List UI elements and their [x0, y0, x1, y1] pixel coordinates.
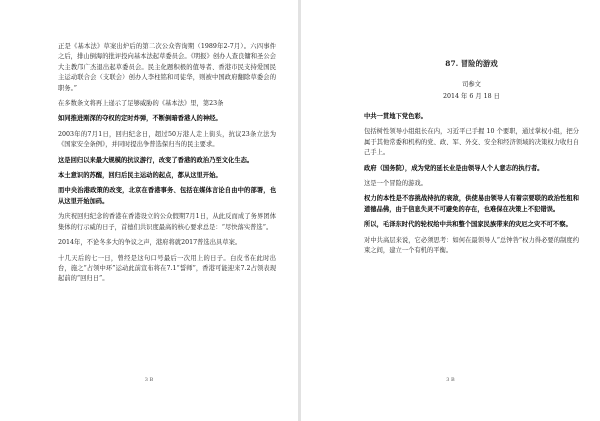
right-paragraph-6: 所以，毛泽东时代的轮权给中共和整个国家民族带来的灾厄之灾不可不察。 — [364, 221, 572, 229]
right-page-number: 3 B — [446, 377, 455, 383]
left-paragraph-3: 如同推进刚深的夺权的定时炸弹，不断倒暗香港人的神经。 — [58, 115, 222, 123]
chapter-title: 87. 冒险的游戏 — [445, 59, 498, 68]
right-paragraph-3: 政府（国务院），成为党的延长业是由领导人个人意志的执行者。 — [364, 164, 544, 172]
left-paragraph-10: 十几天后的七一日，曾经是这句口号最后一次用上的日子。白皮书在此时出台，施之“占领中环”运动此前宣布将在7.1“誓师”，香港可能迎来7.2占领表现起前的“回归日”。 — [58, 254, 276, 283]
right-paragraph-7: 对中共高层来说，它必须思考：如何在最领导人“总钟咎”权力得必要的制度约束之间，建立一个有机的平衡。 — [364, 236, 579, 255]
left-page-body — [58, 42, 276, 290]
chapter-author: 司参文 — [462, 81, 481, 88]
left-paragraph-4: 2003年的7月1日，回归纪念日，超过50万港人走上街头，抗议23条立法为《国家安全条例》，并同时提出争普选保归当的民主要求。 — [58, 130, 276, 149]
left-paragraph-9: 2014年，不论冬多大的争议之声，港府将就2017普选出具草案。 — [58, 239, 242, 247]
right-paragraph-2: 包括树性领导小组组长在内，习近平已手握 10 个要职，通过掌权小组，把分属于其他常委和机构的党、政、军、外交、安全和经济领域的决策权力收归自己手上。 — [364, 128, 579, 157]
left-paragraph-6: 本土意识的苏醒，回归后民主运动的起点，都从这里开始。 — [58, 172, 222, 180]
right-paragraph-5: 权力的本性是不容挑战持抗的衰敌，供使易由领导人有着宗要联的政治性租和道德品佛，由于信息失灵不可避免的存在，也难保在决策上不犯错误。 — [364, 195, 579, 213]
left-paragraph-1: 正是《基本法》草案出炉后的第二次公众咨询期（1989年2-7月）。六四事件之后，排山倒海的批评投向基本法起草委员会。《明报》创办人查良镛和圣公会大主教邝广杰退出起草委员会。民主化题积极的值导者、香港市民支持爱国民主运动联合会（支联会）创办人李柱铭和司徒华，则被中国政府翻除草委会的职务。” — [58, 43, 276, 92]
right-paragraph-4: 这是一个冒险的游戏。 — [364, 180, 427, 188]
left-paragraph-8: 为庆祝回归纪念的香港在香港设立的公众假期7月1日，从此反而成了务界团体集体的行示威的日子，首德们共识度最高的核心要求总是：“尽快落实普选”。 — [58, 213, 276, 231]
right-page — [301, 0, 600, 421]
left-paragraph-2: 在多数条文将再上递示了足够威胁的《基本法》里，第23条 — [58, 100, 224, 108]
right-paragraph-1: 中共一贯地下党色彩。 — [364, 113, 427, 120]
left-page-number: 3 B — [144, 377, 154, 383]
left-paragraph-5: 这是回归以来最大规模的抗议游行，改变了香港的政治乃至文化生态。 — [58, 156, 254, 164]
left-paragraph-7: 而中央治港政策的改变，北京在香港事务、包括在媒体言论自由中的部署，也从这里开始加码。 — [58, 187, 276, 205]
right-page-body — [364, 42, 579, 261]
chapter-date: 2014 年 6 月 18 日 — [443, 93, 500, 100]
left-page — [0, 0, 298, 421]
